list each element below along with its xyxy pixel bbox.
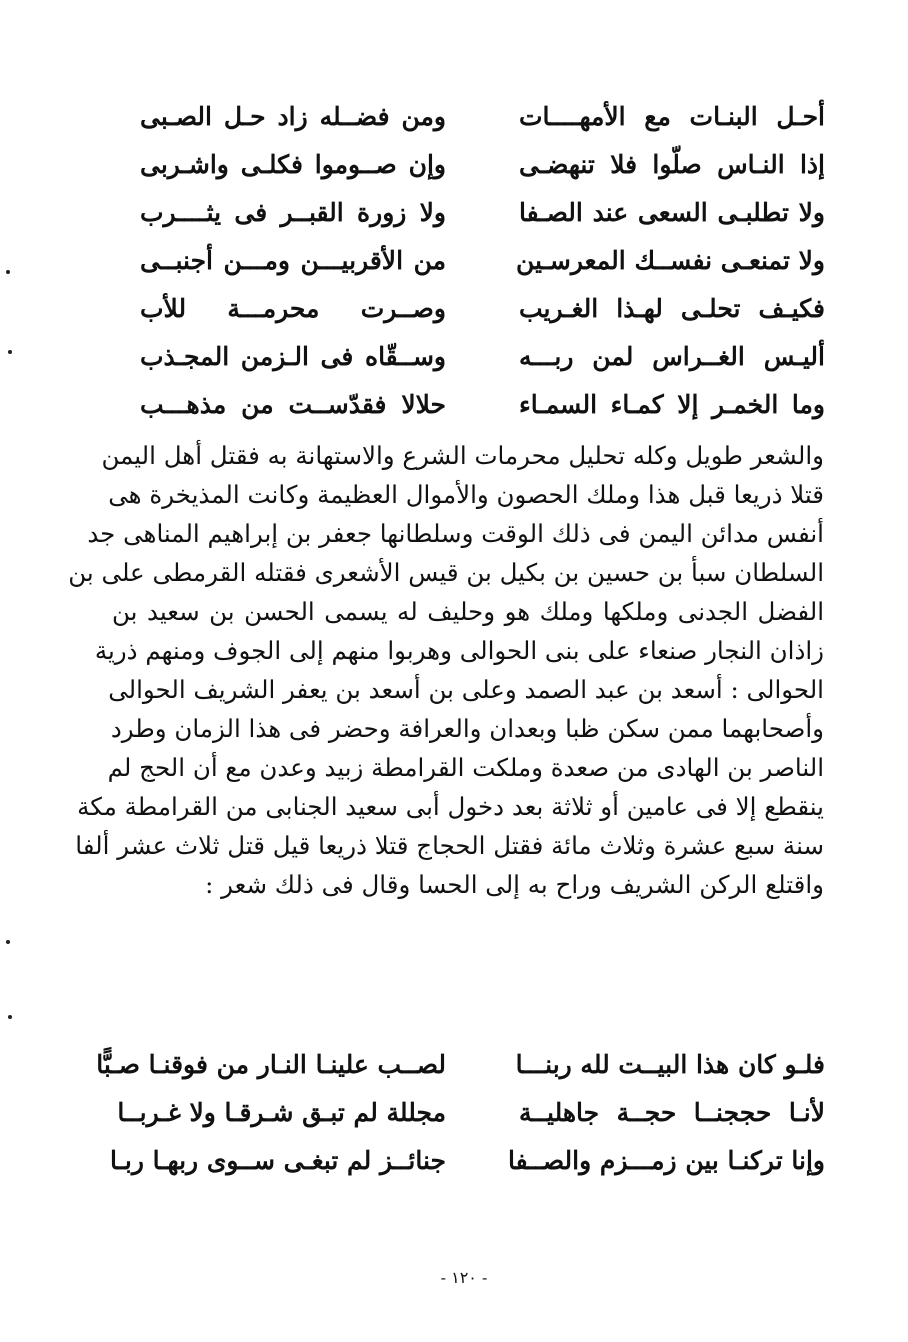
verse-right-hemistich: وإنا تركنـا بين زمـــزم والصــفا bbox=[507, 1145, 825, 1175]
verse bbox=[140, 188, 825, 236]
prose-line: واقتلع الركن الشريف وراح به إلى الحسا وقال فى ذلك شعر : bbox=[205, 870, 824, 899]
verse bbox=[140, 92, 825, 140]
prose-line: قتلا ذريعا قبل هذا وملك الحصون والأموال العظيمة وكانت المذيخرة هى bbox=[108, 480, 824, 509]
verse-left-hemistich: وإن صــوموا فكلـى واشـربى bbox=[140, 149, 446, 179]
verse bbox=[140, 140, 825, 188]
margin-dot bbox=[8, 350, 12, 354]
prose-line: ينقطع إلا فى عامين أو ثلاثة بعد دخول أبى سعيد الجنابى من القرامطة مكة bbox=[77, 792, 824, 821]
verse-right-hemistich: إذا النـاس صلّوا فلا تنهضـى bbox=[519, 149, 825, 179]
prose-line: سنة سبع عشرة وثلاث مائة فقتل الحجاج قتلا ذريعا قيل قتل ثلاث عشر ألفا bbox=[75, 831, 824, 860]
poem-top bbox=[140, 92, 825, 428]
prose-line: الناصر بن الهادى من صعدة وملكت القرامطة زبيد وعدن مع أن الحج لم bbox=[107, 753, 824, 782]
verse-left-hemistich: وصــرت محرمـــة للأب bbox=[140, 293, 446, 323]
prose-line: الحوالى : أسعد بن عبد الصمد وعلى بن أسعد بن يعفر الشريف الحوالى bbox=[108, 675, 824, 704]
margin-dot bbox=[6, 270, 10, 274]
verse-right-hemistich: فكيـف تحلـى لهـذا الغـريب bbox=[519, 293, 825, 323]
page-number: - ١٢٠ - bbox=[440, 1268, 488, 1287]
verse-left-hemistich: لصــب علينـا النـار من فوقنـا صـبًّا bbox=[96, 1049, 446, 1079]
margin-dot bbox=[8, 1015, 12, 1019]
verse-left-hemistich: ولا زورة القبــر فى يثــــرب bbox=[140, 197, 446, 227]
prose-line: الفضل الجدنى وملكها وملك هو وحليف له يسمى الحسن بن سعيد بن bbox=[112, 597, 824, 626]
verse-right-hemistich: ولا تطلبـى السعى عند الصـفا bbox=[519, 197, 825, 227]
verse-right-hemistich: ولا تمنعـى نفســك المعرسـين bbox=[516, 245, 825, 275]
poem-bottom bbox=[96, 1040, 825, 1184]
verse bbox=[140, 332, 825, 380]
verse-right-hemistich: أليـس الغــراس لمن ربـــه bbox=[519, 341, 825, 371]
prose-line: وأصحابهما ممن سكن ظبا وبعدان والعرافة وحضر فى هذا الزمان وطرد bbox=[110, 714, 824, 743]
prose-line: أنفس مدائن اليمن فى ذلك الوقت وسلطانها جعفر بن إبراهيم المناهى جد bbox=[87, 519, 824, 548]
prose-line: السلطان سبأ بن حسين بن بكيل بن قيس الأشعرى فقتله القرمطى على بن bbox=[68, 558, 824, 587]
verse-right-hemistich: وما الخمـر إلا كمـاء السمـاء bbox=[519, 389, 825, 419]
verse-left-hemistich: وســقّاه فى الـزمن المجـذب bbox=[140, 341, 446, 371]
verse-right-hemistich: لأنـا حججنــا حجــة جاهليــة bbox=[519, 1097, 825, 1127]
verse-right-hemistich: أحـل البنـات مع الأمهــــات bbox=[519, 101, 825, 131]
verse-left-hemistich: من الأقربيـــن ومـــن أجنبــى bbox=[140, 245, 446, 275]
verse-left-hemistich: ومن فضــله زاد حـل الصـبى bbox=[140, 101, 446, 131]
verse-right-hemistich: فلـو كان هذا البيــت لله ربنـــا bbox=[515, 1049, 825, 1079]
prose-line: زاذان النجار صنعاء على بنى الحوالى وهربوا منهم إلى الجوف ومنهم ذرية bbox=[94, 636, 824, 665]
verse bbox=[96, 1040, 825, 1088]
verse bbox=[140, 236, 825, 284]
verse bbox=[140, 284, 825, 332]
verse bbox=[140, 380, 825, 428]
verse-left-hemistich: مجللة لم تبـق شـرقـا ولا غـربــا bbox=[117, 1097, 446, 1127]
verse-left-hemistich: حلالا فقدّســت من مذهـــب bbox=[140, 389, 446, 419]
verse-left-hemistich: جنائــز لم تبغـى ســوى ربهـا ربـا bbox=[109, 1145, 446, 1175]
prose-paragraph bbox=[68, 436, 824, 904]
margin-dot bbox=[6, 940, 10, 944]
verse bbox=[117, 1088, 825, 1136]
prose-line: والشعر طويل وكله تحليل محرمات الشرع والاستهانة به فقتل أهل اليمن bbox=[101, 441, 824, 470]
verse bbox=[109, 1136, 825, 1184]
